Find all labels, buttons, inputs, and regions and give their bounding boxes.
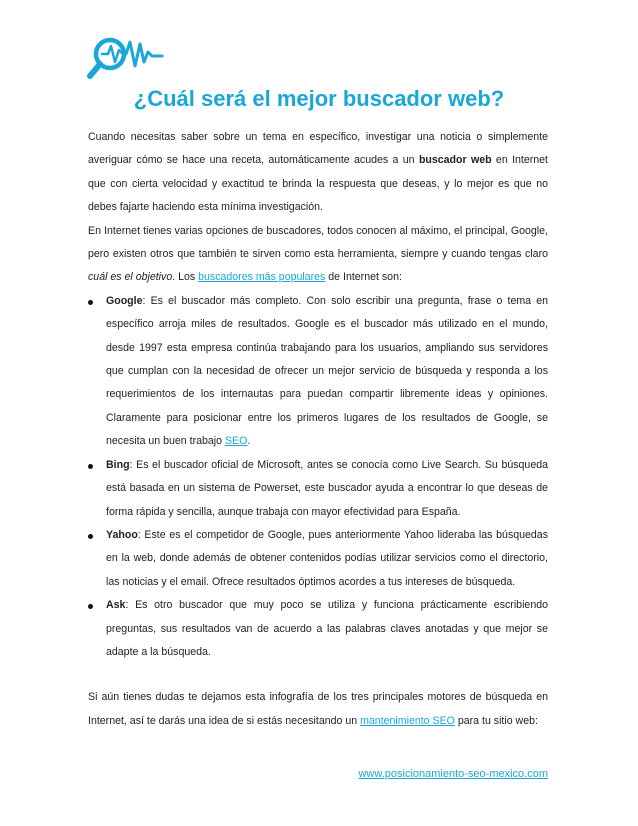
italic-term: cuál es el objetivo [88,271,173,284]
engine-name: Bing [106,458,130,471]
bullet-icon [88,604,93,609]
page-title: ¿Cuál será el mejor buscador web? [133,86,505,111]
engine-description: : Es el buscador oficial de Microsoft, antes se conocía como Live Search. Su búsqueda está basada en un sistema de Powerset, este buscador ayuda a encontrar lo que deseas de forma rápida y sencilla, aunque trabaja con mayor efectividad para España. [106,458,548,518]
engine-name: Google [106,294,143,307]
text: . [247,435,251,448]
bullet-icon [88,534,93,539]
engine-description: : Este es el competidor de Google, pues anteriormente Yahoo lideraba las búsquedas en la web, donde además de obtener contenidos podías utilizar servicios como el directorio, las noticias y el email. Ofrece resultados óptimos acordes a tus intereses de búsqueda. [106,528,548,588]
bullet-icon [88,300,93,305]
text: Cuando necesitas saber sobre un tema en específico, investigar una noticia o simplemente averiguar cómo se hace una receta, automáticamente acudes a un [88,131,548,167]
list-item [88,594,548,664]
seo-link[interactable]: SEO [224,435,248,448]
engine-name: Ask [106,599,126,612]
list-item [88,524,548,594]
intro-paragraph-1 [88,126,548,220]
list-item [88,454,548,524]
engine-name: Yahoo [106,528,138,541]
footer-url-link[interactable]: www.posicionamiento-seo-mexico.com [358,768,548,780]
magnifier-wave-icon [86,32,168,84]
engine-description: : Es otro buscador que muy poco se utiliza y funciona prácticamente escribiendo preguntas, sus resultados van de acuerdo a las palabras claves anotadas y que mejor se adapte a la búsqueda. [106,599,548,658]
engine-description: : Es el buscador más completo. Con solo escribir una pregunta, frase o tema en específico arroja miles de resultados. Google es el buscador más utilizado en el mundo, desde 1997 esta empresa continúa trabajando para los usuarios, ampliando sus servidores que cumplan con la necesidad de ofrecer un mejor servicio de búsqueda y responda a los requerimientos de los internautas para puedan compartir libremente ideas y opiniones. Claramente para posicionar entre los primeros lugares de los resultados de Google, se necesita un buen trabajo [106,294,548,448]
popular-engines-link[interactable]: buscadores más populares [198,271,326,284]
text: Si aún tienes dudas te dejamos esta infografía de los tres principales motores de búsqueda en Internet, así te darás una idea de si estás necesitando un [88,691,548,727]
engine-list [88,290,548,665]
text: . Los [172,271,199,284]
bold-term: buscador web [418,154,492,167]
text: En Internet tienes varias opciones de buscadores, todos conocen al máximo, el principal, Google, pero existen otros que también te sirven como esta herramienta, siempre y cuando tengas claro [88,224,548,261]
seo-maintenance-link[interactable]: mantenimiento SEO [360,714,455,727]
text: de Internet son: [325,271,402,284]
intro-paragraph-2 [88,220,548,290]
text: para tu sitio web: [454,714,538,727]
closing-paragraph [88,686,548,733]
spacer [88,664,548,686]
text: en Internet que con cierta velocidad y exactitud te brinda la respuesta que deseas, y lo mejor es que no debes fajarte haciendo esta mínima investigación. [88,154,548,214]
bullet-icon [88,464,93,469]
article-body [88,126,548,733]
list-item [88,290,548,454]
